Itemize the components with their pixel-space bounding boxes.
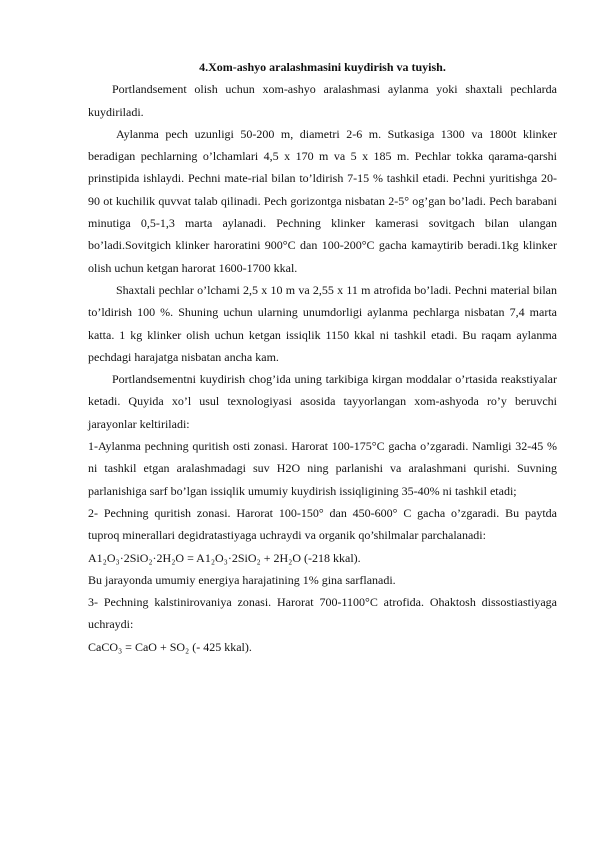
paragraph-zone-2: 2- Pechning quritish zonasi. Harorat 100-150° dan 450-600° C gacha o’zgaradi. Bu paytda tuproq minerallari degidratastiyaga uchraydi va organik qo’shilmalar parchalanadi: <box>88 505 557 543</box>
document-page <box>88 56 557 658</box>
paragraph-rotary-kiln: Aylanma pech uzunligi 50-200 m, diametri 2-6 m. Sutkasiga 1300 va 1800t klinker beradigan pechlarning o’lchamlari 4,5 x 170 m va 5 x 185 m. Pechlar tokka qarama-qarshi prinstipida ishlaydi. Pechni mate-rial bilan to’ldirish 7-15 % tashkil etadi. Pechni yuritishga 20-90 ot kuchilik quvvat talab qilinadi. Pech gorizontga nisbatan 2-5° og’gan bo’ladi. Pech barabani minutiga 0,5-1,3 marta aylanadi. Pechning klinker kamerasi sovitgach bilan ulangan bo’ladi.Sovitgich klinker haroratini 900°C dan 100-200°C gacha kamaytirib beradi.1kg klinker olish uchun ketgan harorat 1600-1700 kkal. <box>88 126 557 275</box>
paragraph-energy-share: Bu jarayonda umumiy energiya harajatining 1% gina sarflanadi. <box>88 572 396 587</box>
paragraph-zone-3: 3- Pechning kalstinirovaniya zonasi. Harorat 700-1100°C atrofida. Ohaktosh dissostiastiyaga uchraydi: <box>88 595 557 632</box>
paragraph-intro: Portlandsement olish uchun xom-ashyo aralashmasi aylanma yoki shaxtali pechlarda kuydiriladi. <box>88 82 557 119</box>
paragraph-zone-1: 1-Aylanma pechning quritish osti zonasi. Harorat 100-175°C gacha o’zgaradi. Namligi 32-45 % ni tashkil etgan aralashmadagi suv H2O ning parlanishi va aralashmani qurishi. Suvning parlanishiga sarf bo’lgan issiqlik umumiy kuydirish issiqligining 35-40% ni tashkil etadi; <box>88 439 557 498</box>
section-heading: 4.Xom-ashyo aralashmasini kuydirish va tuyish. <box>199 60 446 74</box>
paragraph-shaft-kiln: Shaxtali pechlar o’lchami 2,5 x 10 m va 2,55 x 11 m atrofida bo’ladi. Pechni material bilan to’ldirish 100 %. Shuning uchun ularning unumdorligi aylanma pechlarga nisbatan 7,4 marta katta. 1 kg klinker olish uchun ketgan issiqlik 1150 kkal ni tashkil etadi. Bu raqam aylanma pechdagi harajatga nisbatan ancha kam. <box>88 282 557 364</box>
paragraph-reactions: Portlandsementni kuydirish chog’ida uning tarkibiga kirgan moddalar o’rtasida reakstiyalar ketadi. Quyida xo’l usul texnologiyasi asosida tayyorlangan xom-ashyoda ro’y beruvchi jarayonlar keltiriladi: <box>88 372 557 431</box>
equation-dehydration: A1₂O₃·2SiO₂·2H₂O = A1₂O₃·2SiO₂ + 2H₂O (-218 kkal). <box>88 550 361 565</box>
equation-calcination: CaCO₃ = CaO + SO₂ (- 425 kkal). <box>88 639 252 654</box>
